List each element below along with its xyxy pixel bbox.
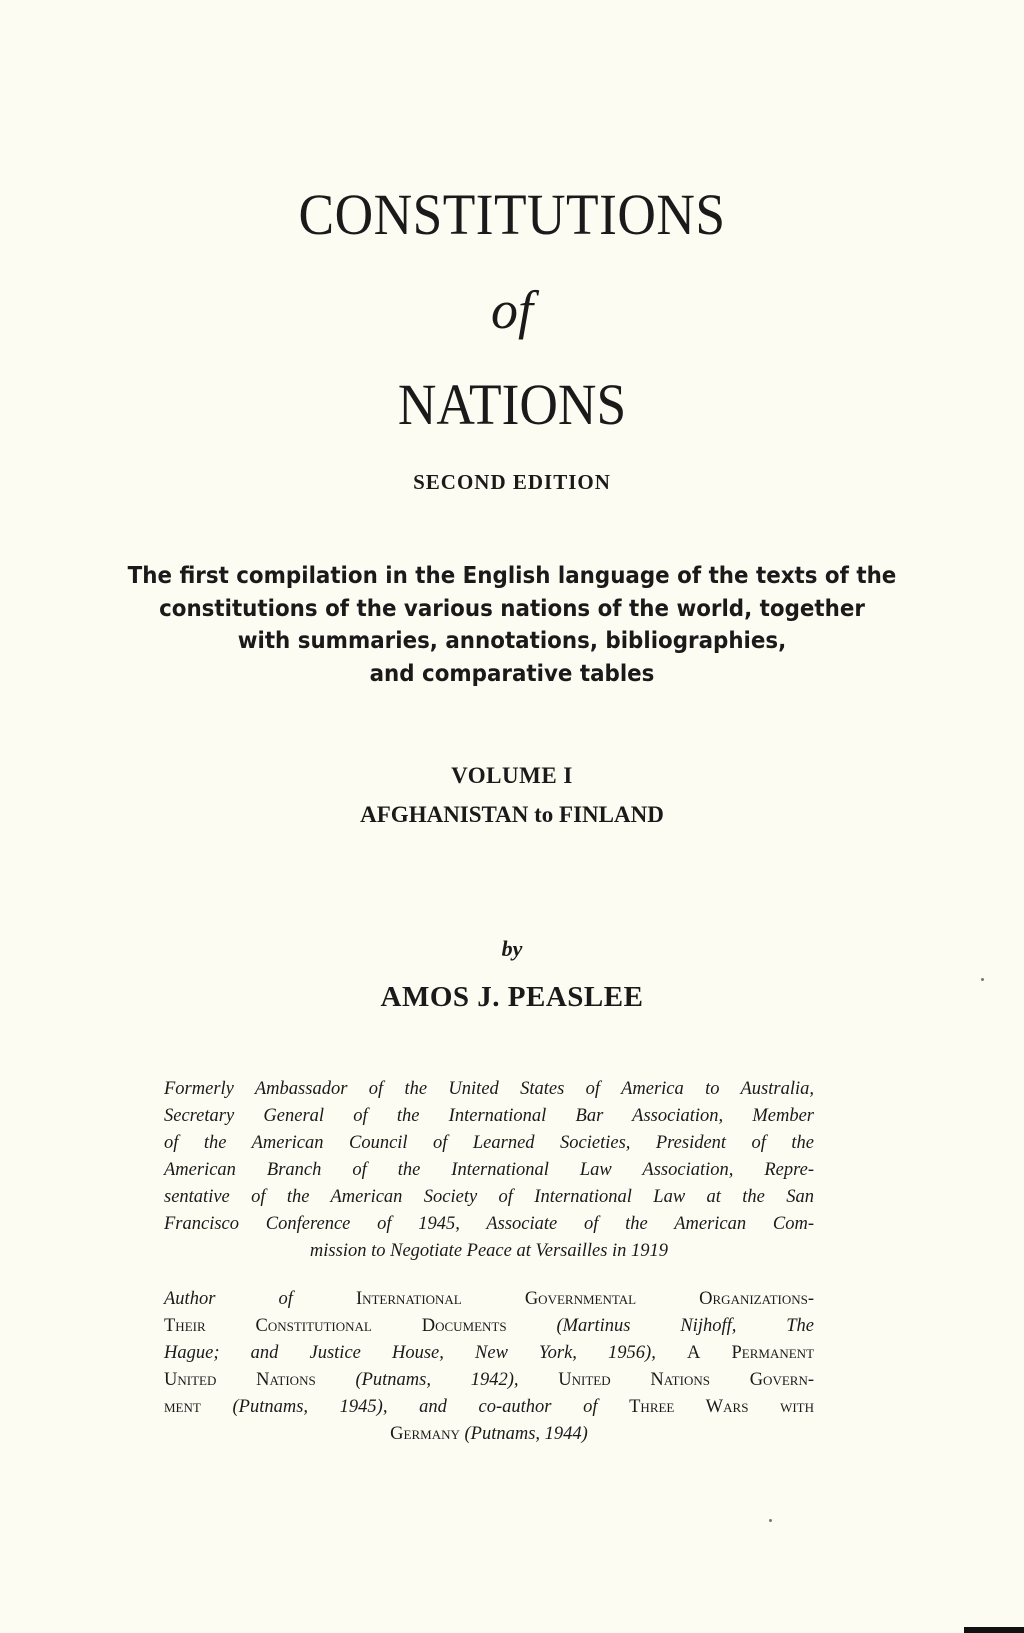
title-line-of: of: [490, 280, 533, 340]
subtitle-block: [36, 560, 988, 690]
credentials-line: Secretary General of the International Bar Association, Member: [164, 1106, 814, 1126]
work-title: Their Constitutional Documents: [164, 1316, 507, 1336]
subtitle-line: The first compilation in the English language of the texts of the: [127, 563, 897, 589]
paper-speck: [769, 1519, 772, 1522]
works-text: and co-author of: [419, 1397, 598, 1417]
title-line-constitutions: CONSTITUTIONS: [298, 182, 726, 247]
subtitle-line: with summaries, annotations, bibliographies,: [237, 628, 787, 654]
work-title: United Nations Govern-: [558, 1370, 814, 1390]
credentials-line: American Branch of the International Law Association, Repre-: [164, 1160, 814, 1180]
author-credentials: [164, 1076, 814, 1265]
publisher-text: (Putnams, 1944): [464, 1424, 588, 1444]
works-line: [164, 1340, 814, 1367]
work-title: United Nations: [164, 1370, 316, 1390]
paper-speck: [981, 978, 984, 981]
publisher-text: (Putnams, 1942),: [355, 1370, 519, 1390]
by-label: by: [501, 936, 523, 961]
publisher-text: (Martinus Nijhoff, The: [556, 1316, 814, 1336]
subtitle-line: constitutions of the various nations of the world, together: [159, 595, 865, 622]
works-text: Author of: [164, 1289, 293, 1309]
publisher-text: Hague; and Justice House, New York, 1956),: [164, 1343, 656, 1363]
works-line: [164, 1367, 814, 1394]
work-title: ment: [164, 1397, 201, 1417]
works-line: [164, 1394, 814, 1421]
credentials-line: of the American Council of Learned Societies, President of the: [164, 1133, 814, 1153]
credentials-line: Francisco Conference of 1945, Associate of the American Com-: [164, 1214, 814, 1234]
works-line: [164, 1421, 814, 1448]
works-line: [164, 1286, 814, 1313]
subtitle-line: and comparative tables: [369, 660, 655, 687]
works-line: [164, 1313, 814, 1340]
credentials-line: Formerly Ambassador of the United States of America to Australia,: [164, 1079, 814, 1099]
credentials-line: mission to Negotiate Peace at Versailles in 1919: [309, 1241, 669, 1261]
volume-range: AFGHANISTAN to FINLAND: [360, 802, 664, 827]
author-name: AMOS J. PEASLEE: [380, 981, 644, 1013]
work-title: Germany: [390, 1424, 460, 1444]
credentials-line: sentative of the American Society of International Law at the San: [164, 1187, 814, 1207]
works-text: A: [686, 1343, 701, 1363]
work-title: Three Wars with: [629, 1397, 814, 1417]
author-works: [164, 1286, 814, 1448]
page-edge-mark: [964, 1627, 1024, 1633]
work-title: International Governmental Organizations-: [355, 1289, 815, 1309]
work-title: Permanent: [731, 1343, 815, 1363]
title-line-nations: NATIONS: [397, 372, 627, 437]
volume-label: VOLUME I: [451, 763, 573, 788]
edition-label: SECOND EDITION: [413, 470, 611, 494]
publisher-text: (Putnams, 1945),: [232, 1397, 388, 1417]
